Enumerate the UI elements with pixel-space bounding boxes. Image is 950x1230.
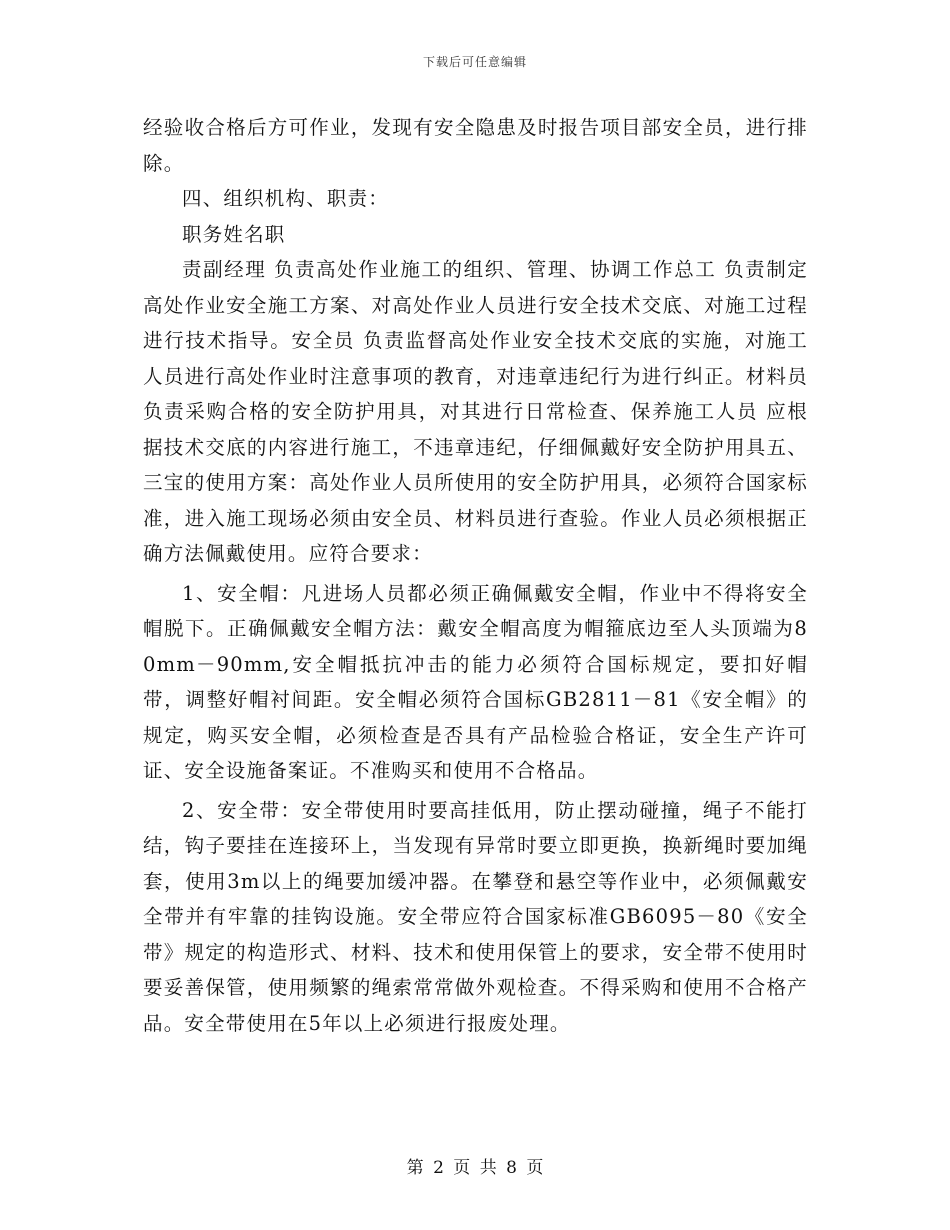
page-header-note: 下载后可任意编辑 (422, 55, 527, 69)
table-header-text: 职务姓名职 (182, 222, 286, 246)
paragraph-responsibilities: 责副经理 负责高处作业施工的组织、管理、协调工作总工 负责制定高处作业安全施工方案、对高处作业人员进行安全技术交底、对施工过程进行技术指导。安全员 负责监督高处作业安全技术交底的实施，对施工人员进行高处作业时注意事项的教育，对违章违纪行为进行纠正。材料员 负责采购合格的安全防护用具，对其进行日常检查、保养施工人员 应根据技术交底的内容进行施工，不违章违纪，仔细佩戴好安全防护用具五、三宝的使用方案：高处作业人员所使用的安全防护用具，必须符合国家标准，进入施工现场必须由安全员、材料员进行查验。作业人员必须根据正确方法佩戴使用。应符合要求： (143, 258, 808, 565)
document-body (143, 110, 808, 1041)
paragraph-safety-helmet: 1、安全帽：凡进场人员都必须正确佩戴安全帽，作业中不得将安全帽脱下。正确佩戴安全帽方法：戴安全帽高度为帽箍底边至人头顶端为80mm－90mm,安全帽抵抗冲击的能力必须符合国标规定，要扣好帽带，调整好帽衬间距。安全帽必须符合国标GB2811－81《安全帽》的规定，购买安全帽，必须检查是否具有产品检验合格证，安全生产许可证、安全设施备案证。不准购买和使用不合格品。 (143, 581, 808, 782)
section-heading-organization: 四、组织机构、职责： (182, 187, 390, 210)
paragraph-continuation: 经验收合格后方可作业，发现有安全隐患及时报告项目部安全员，进行排除。 (143, 116, 808, 175)
paragraph-safety-belt: 2、安全带：安全带使用时要高挂低用，防止摆动碰撞，绳子不能打结，钩子要挂在连接环上，当发现有异常时要立即更换，换新绳时要加绳套，使用3m以上的绳要加缓冲器。在攀登和悬空等作业中，必须佩戴安全带并有牢靠的挂钩设施。安全带应符合国家标准GB6095－80《安全带》规定的构造形式、材料、技术和使用保管上的要求，安全带不使用时要妥善保管，使用频繁的绳索常常做外观检查。不得采购和使用不合格产品。安全带使用在5年以上必须进行报废处理。 (143, 798, 808, 1035)
page-number-footer: 第 2 页 共 8 页 (406, 1158, 544, 1178)
